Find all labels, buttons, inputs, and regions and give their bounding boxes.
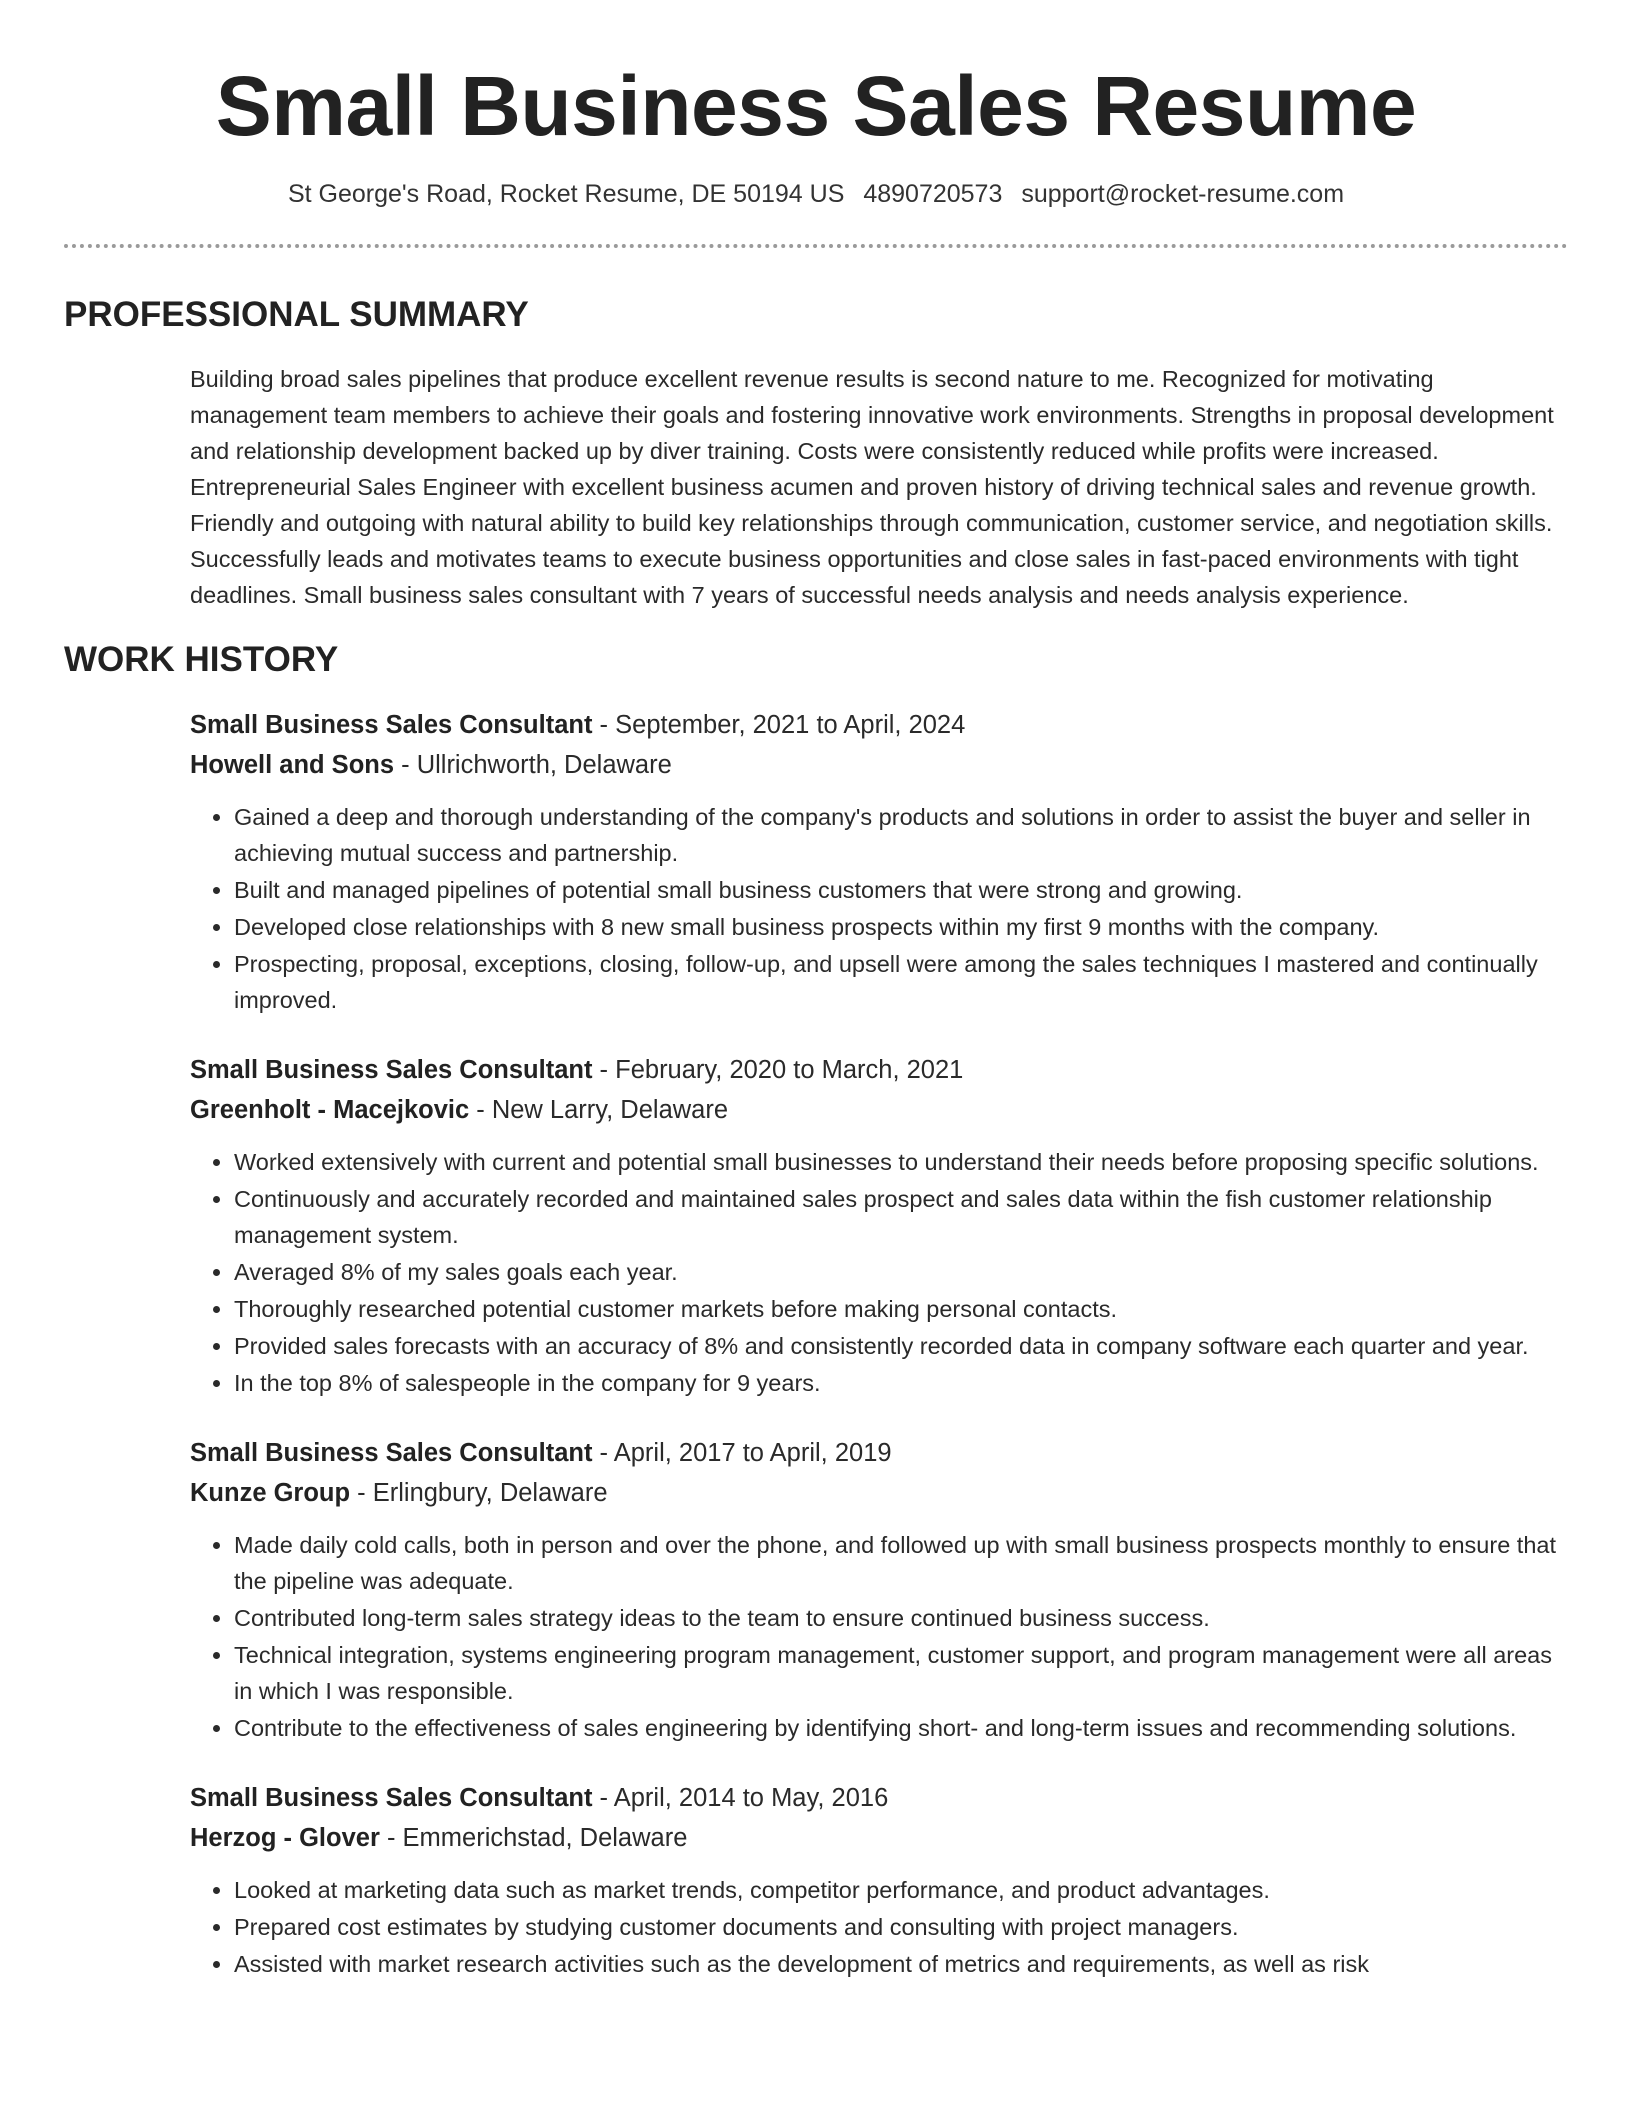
job-location: - Erlingbury, Delaware: [350, 1479, 608, 1507]
job-entry: [190, 1433, 1568, 1746]
job-company-line: [190, 1090, 1568, 1130]
job-bullet: • Worked extensively with current and potential small businesses to understand their needs before proposing specific solutions.: [234, 1144, 1568, 1180]
job-company: Greenholt - Macejkovic: [190, 1096, 470, 1124]
job-company: Herzog - Glover: [190, 1824, 380, 1852]
job-bullet: • Prepared cost estimates by studying customer documents and consulting with project managers.: [234, 1909, 1568, 1945]
job-bullet: • Provided sales forecasts with an accuracy of 8% and consistently recorded data in company software each quarter and year.: [234, 1328, 1568, 1364]
job-company-line: [190, 1473, 1568, 1513]
job-location: - New Larry, Delaware: [469, 1096, 729, 1124]
job-bullets: [190, 1872, 1568, 1982]
job-bullet: • Gained a deep and thorough understanding of the company's products and solutions in order to assist the buyer and seller in achieving mutual success and partnership.: [234, 799, 1568, 871]
job-location: - Emmerichstad, Delaware: [379, 1824, 688, 1852]
job-bullet: • Looked at marketing data such as market trends, competitor performance, and product advantages.: [234, 1872, 1568, 1908]
job-company: Howell and Sons: [190, 751, 395, 779]
job-entry: [190, 1778, 1568, 1982]
job-dates: - February, 2020 to March, 2021: [592, 1056, 964, 1084]
header-divider: [64, 244, 1568, 248]
job-location: - Ullrichworth, Delaware: [394, 751, 672, 779]
work-history-heading: WORK HISTORY: [64, 640, 339, 679]
job-company: Kunze Group: [190, 1479, 351, 1507]
job-bullet: • Technical integration, systems engineering program management, customer support, and program management were all areas in which I was responsible.: [234, 1637, 1568, 1709]
job-bullet: • Assisted with market research activities such as the development of metrics and requirements, as well as risk: [234, 1946, 1568, 1982]
professional-summary-text: Building broad sales pipelines that produce excellent revenue results is second nature to me. Recognized for motivating management team members to achieve their goals and fostering innovative work environments. Strengths in proposal development and relationship development backed up by diver training. Costs were consistently reduced while profits were increased. Entrepreneurial Sales Engineer with excellent business acumen and proven history of driving technical sales and revenue growth. Friendly and outgoing with natural ability to build key relationships through communication, customer service, and negotiation skills. Successfully leads and motivates teams to execute business opportunities and close sales in fast-paced environments with tight deadlines. Small business sales consultant with 7 years of successful needs analysis and needs analysis experience.: [190, 366, 1554, 608]
address-text: St George's Road, Rocket Resume, DE 50194 US: [287, 180, 845, 208]
job-bullet: • Continuously and accurately recorded and maintained sales prospect and sales data within the fish customer relationship management system.: [234, 1181, 1568, 1253]
job-bullet: • Prospecting, proposal, exceptions, closing, follow-up, and upsell were among the sales techniques I mastered and continually improved.: [234, 946, 1568, 1018]
job-role: Small Business Sales Consultant: [190, 1439, 593, 1467]
job-bullets: [190, 1527, 1568, 1746]
job-bullet: • Made daily cold calls, both in person and over the phone, and followed up with small business prospects monthly to ensure that the pipeline was adequate.: [234, 1527, 1568, 1599]
job-bullet: • Thoroughly researched potential customer markets before making personal contacts.: [234, 1291, 1568, 1327]
job-role: Small Business Sales Consultant: [190, 711, 593, 739]
job-dates: - September, 2021 to April, 2024: [592, 711, 966, 739]
job-role: Small Business Sales Consultant: [190, 1784, 593, 1812]
job-bullet: • In the top 8% of salespeople in the company for 9 years.: [234, 1365, 1568, 1401]
job-bullets: [190, 1144, 1568, 1401]
professional-summary-heading: PROFESSIONAL SUMMARY: [64, 295, 529, 334]
job-company-line: [190, 745, 1568, 785]
contact-line: [64, 178, 1568, 210]
job-company-line: [190, 1818, 1568, 1858]
job-bullet: • Developed close relationships with 8 new small business prospects within my first 9 months with the company.: [234, 909, 1568, 945]
job-entry: [190, 705, 1568, 1018]
job-dates: - April, 2014 to May, 2016: [592, 1784, 889, 1812]
phone-text: 4890720573: [863, 180, 1003, 208]
job-role-line: [190, 1050, 1568, 1090]
job-role-line: [190, 1778, 1568, 1818]
job-role: Small Business Sales Consultant: [190, 1056, 593, 1084]
job-bullet: • Contributed long-term sales strategy ideas to the team to ensure continued business success.: [234, 1600, 1568, 1636]
job-role-line: [190, 1433, 1568, 1473]
job-dates: - April, 2017 to April, 2019: [592, 1439, 892, 1467]
job-bullet: • Contribute to the effectiveness of sales engineering by identifying short- and long-term issues and recommending solutions.: [234, 1710, 1568, 1746]
resume-title: Small Business Sales Resume: [215, 59, 1417, 153]
email-link[interactable]: support@rocket-resume.com: [1021, 180, 1345, 208]
job-entry: [190, 1050, 1568, 1401]
resume-page: [64, 0, 1568, 2112]
job-bullets: [190, 799, 1568, 1018]
job-role-line: [190, 705, 1568, 745]
job-bullet: • Built and managed pipelines of potential small business customers that were strong and growing.: [234, 872, 1568, 908]
job-bullet: • Averaged 8% of my sales goals each year.: [234, 1254, 1568, 1290]
